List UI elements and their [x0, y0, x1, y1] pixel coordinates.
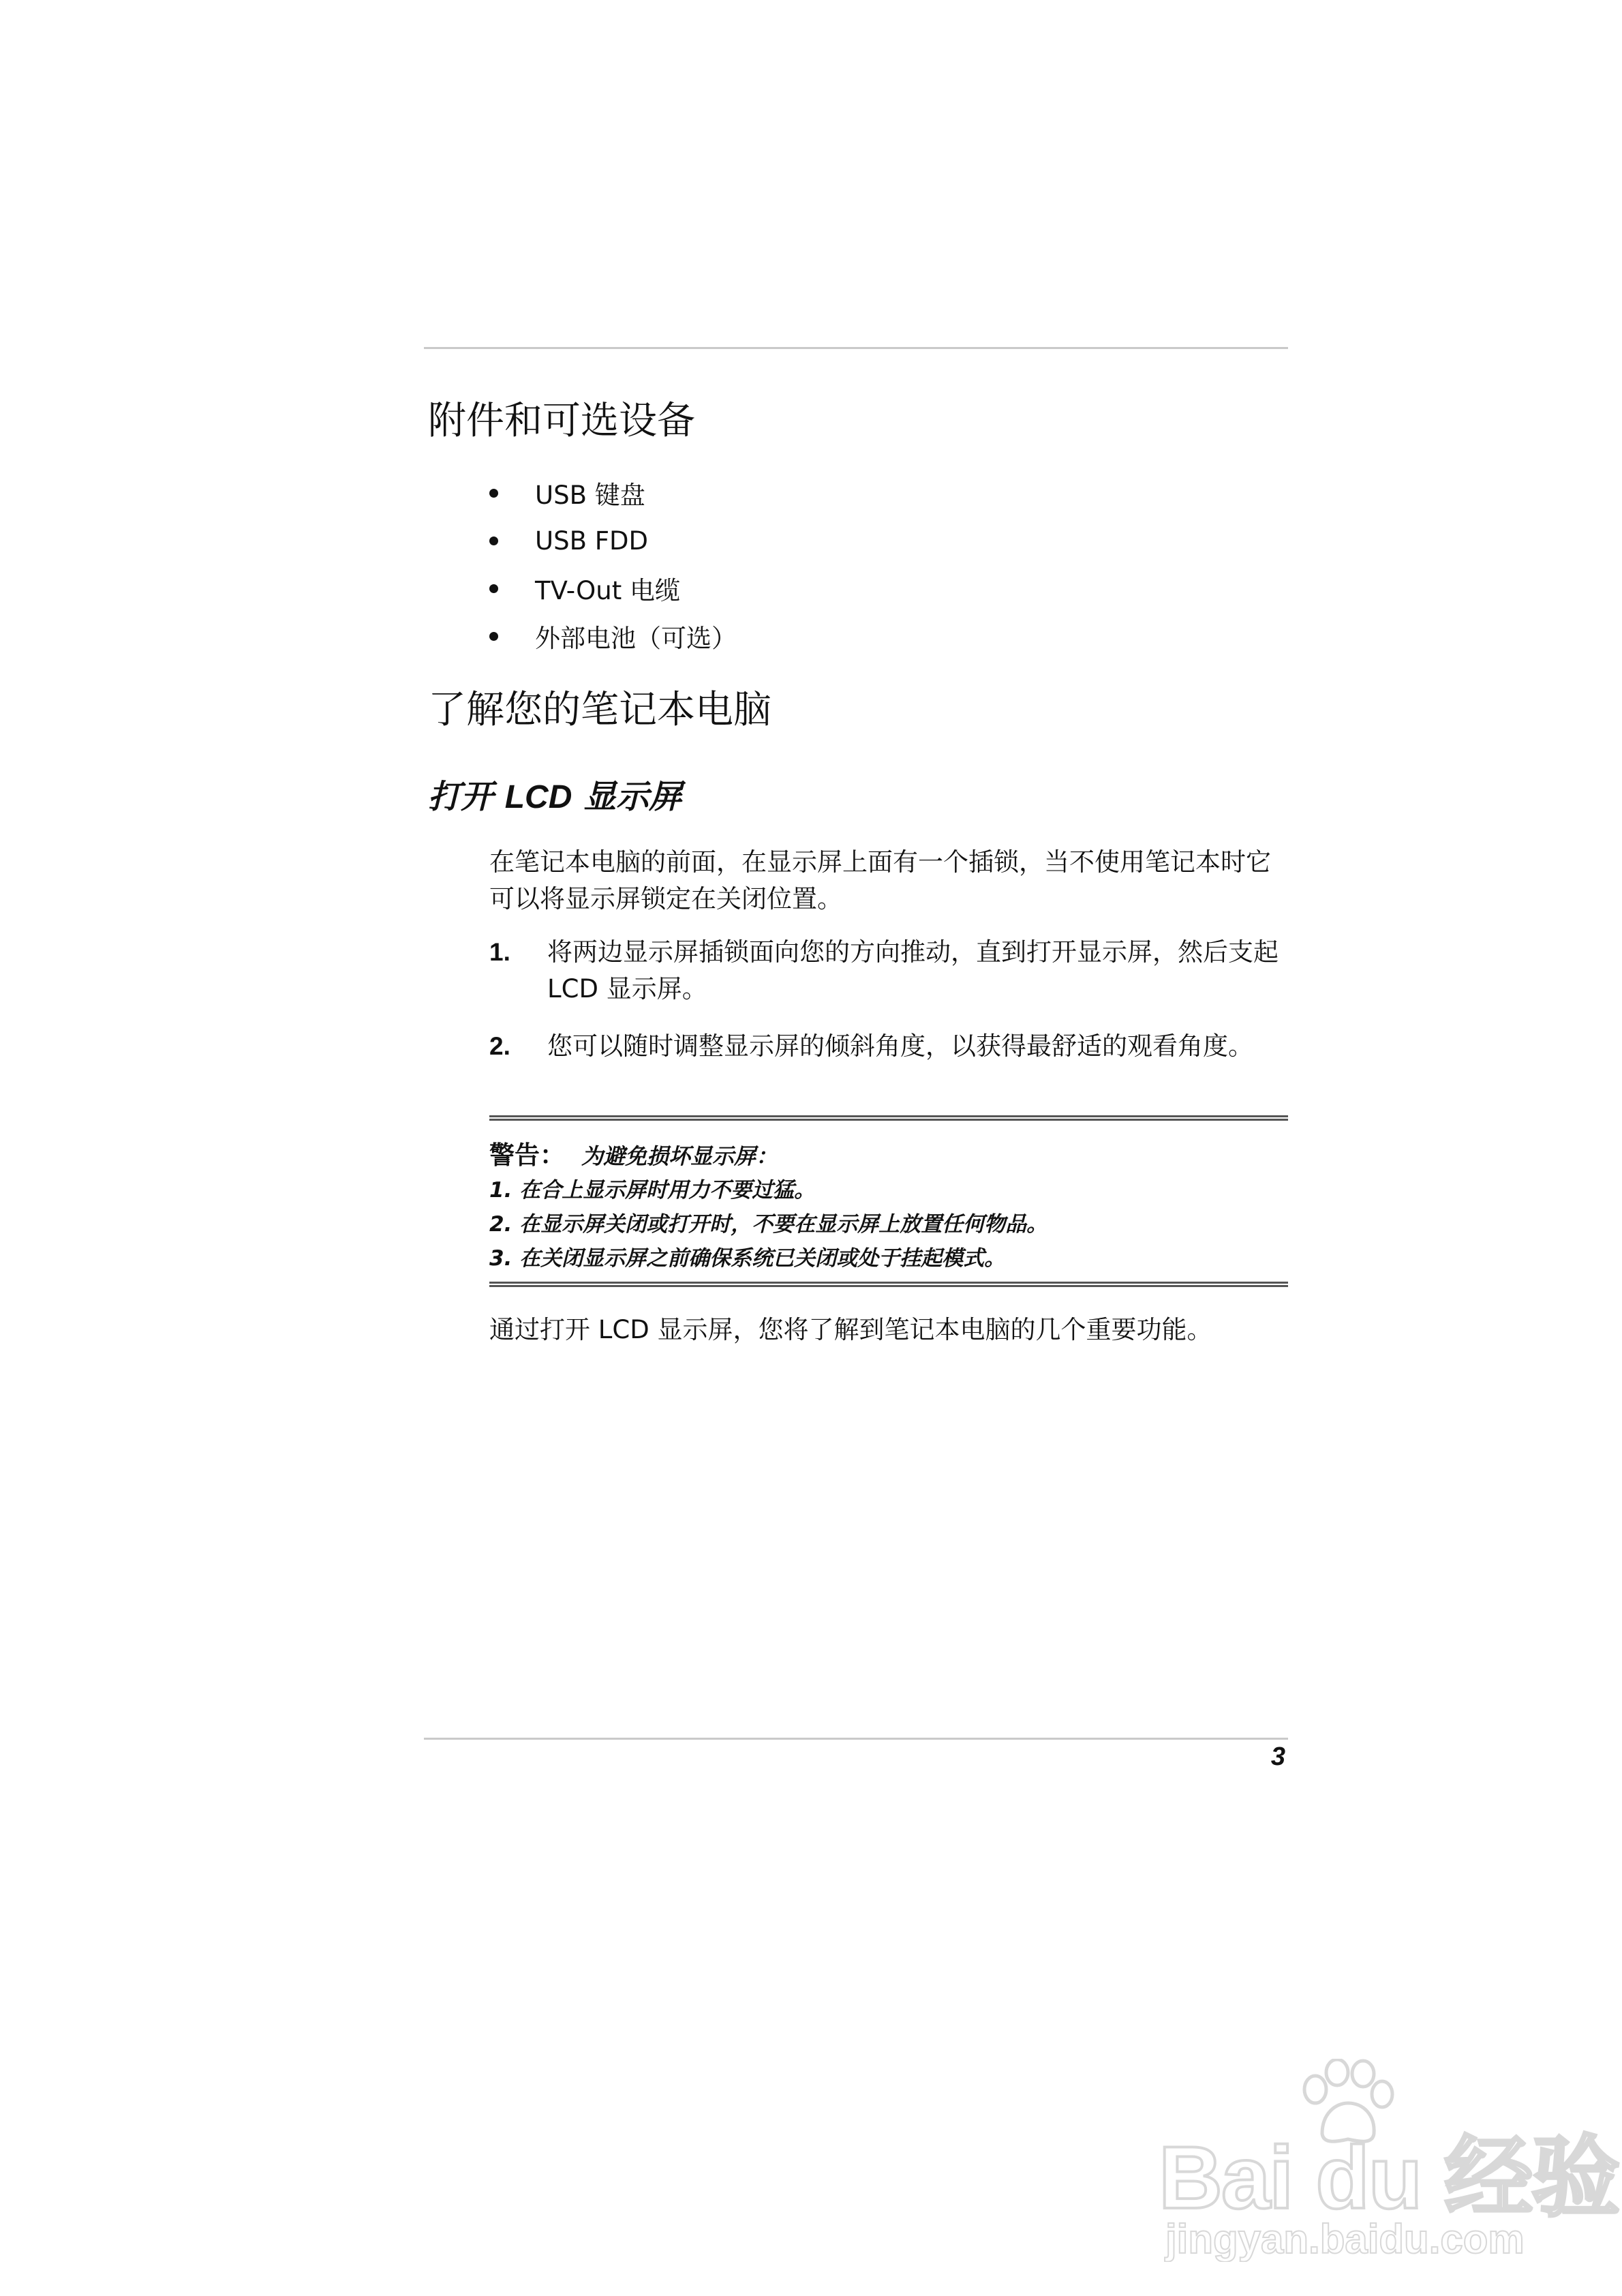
bullet-icon [489, 537, 498, 545]
list-item: TV-Out 电缆 [489, 564, 737, 612]
warning-subtitle: 为避免损坏显示屏： [581, 1143, 778, 1169]
step-text: 您可以随时调整显示屏的倾斜角度，以获得最舒适的观看角度。 [547, 1031, 1253, 1061]
accessories-heading: 附件和可选设备 [428, 399, 695, 443]
intro-paragraph: 在笔记本电脑的前面，在显示屏上面有一个插锁，当不使用笔记本时它可以将显示屏锁定在关闭位置。 [489, 847, 1271, 913]
baidu-watermark [1159, 2045, 1619, 2270]
bullet-icon [489, 489, 498, 498]
warning-title [489, 1138, 1288, 1173]
open-lcd-heading: 打开 LCD 显示屏 [428, 778, 682, 816]
watermark-url: jingyan.baidu.com [1165, 2216, 1525, 2262]
footer-rule [424, 1738, 1288, 1740]
step-number: 2. [489, 1032, 510, 1060]
notebook-heading: 了解您的笔记本电脑 [428, 688, 771, 732]
list-item: USB 键盘 [489, 469, 737, 517]
warning-top-rule [489, 1115, 1288, 1121]
watermark-brand: Bai du 经验 [1159, 2128, 1619, 2227]
list-item: USB FDD [489, 517, 737, 564]
bullet-icon [489, 584, 498, 593]
warning-label: 警告： [489, 1141, 565, 1170]
step-item [489, 934, 1294, 1008]
accessories-list [489, 469, 737, 660]
step-text: 将两边显示屏插锁面向您的方向推动，直到打开显示屏，然后支起 LCD 显示屏。 [547, 937, 1279, 1003]
warning-box [489, 1138, 1288, 1275]
step-number: 1. [489, 938, 510, 966]
page-number: 3 [1270, 1742, 1285, 1771]
warning-bottom-rule [489, 1282, 1288, 1287]
list-item: 外部电池（可选） [489, 612, 737, 660]
warning-line: 1. 在合上显示屏时用力不要过猛。 [489, 1178, 816, 1203]
warning-line: 3. 在关闭显示屏之前确保系统已关闭或处于挂起模式。 [489, 1246, 1006, 1271]
header-rule [424, 347, 1288, 349]
step-item [489, 1028, 1294, 1065]
closing-paragraph: 通过打开 LCD 显示屏，您将了解到笔记本电脑的几个重要功能。 [489, 1315, 1212, 1344]
steps-list [489, 934, 1294, 1085]
warning-line: 2. 在显示屏关闭或打开时，不要在显示屏上放置任何物品。 [489, 1212, 1048, 1237]
bullet-icon [489, 632, 498, 641]
